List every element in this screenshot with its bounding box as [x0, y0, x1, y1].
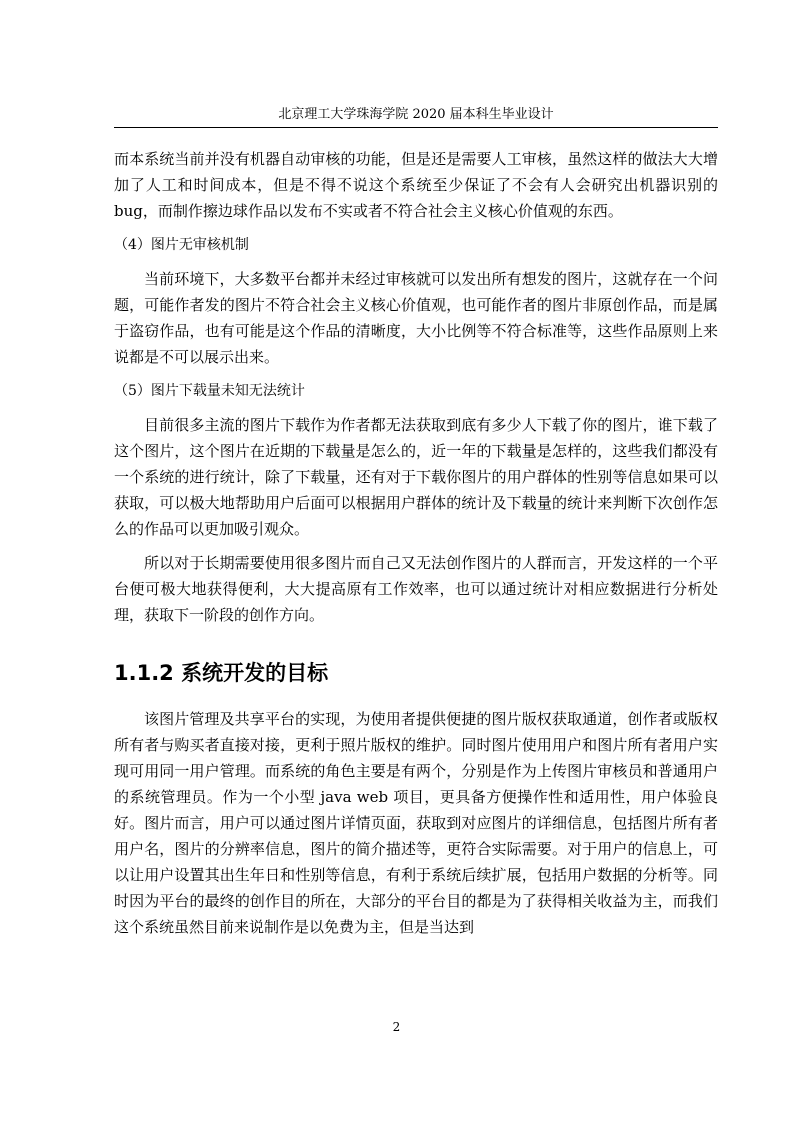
header-rule — [114, 127, 718, 128]
paragraph-no-review: 当前环境下，大多数平台都并未经过审核就可以发出所有想发的图片，这就存在一个问题，可能作者发的图片不符合社会主义核心价值观，也可能作者的图片非原创作品，而是属于盗窃作品，也有可能是这个作品的清晰度，大小比例等不符合标准等，这些作品原则上来说都是不可以展示出来。 — [114, 270, 718, 366]
paragraph-continuation: 而本系统当前并没有机器自动审核的功能，但是还是需要人工审核，虽然这样的做法大大增加了人工和时间成本，但是不得不说这个系统至少保证了不会有人会研究出机器识别的 bug，而制作擦边球作品以发布不实或者不符合社会主义核心价值观的东西。 — [114, 150, 718, 220]
section-heading: 1.1.2 系统开发的目标 — [114, 661, 329, 685]
paragraph-summary: 所以对于长期需要使用很多图片而自己又无法创作图片的人群而言，开发这样的一个平台便可极大地获得便利，大大提高原有工作效率，也可以通过统计对相应数据进行分析处理，获取下一阶段的创作方向。 — [114, 554, 718, 624]
subheading-no-review: （4）图片无审核机制 — [114, 237, 249, 253]
page-number: 2 — [392, 1020, 401, 1034]
paragraph-download-stats: 目前很多主流的图片下载作为作者都无法获取到底有多少人下载了你的图片，谁下载了这个图片，这个图片在近期的下载量是怎么的，近一年的下载量是怎样的，这些我们都没有一个系统的进行统计，除了下载量，还有对于下载你图片的用户群体的性别等信息如果可以获取，可以极大地帮助用户后面可以根据用户群体的统计及下载量的统计来判断下次创作怎么的作品可以更加吸引观众。 — [114, 416, 718, 538]
subheading-download-stats: （5）图片下载量未知无法统计 — [114, 383, 305, 399]
paragraph-goals: 该图片管理及共享平台的实现，为使用者提供便捷的图片版权获取通道，创作者或版权所有者与购买者直接对接，更利于照片版权的维护。同时图片使用用户和图片所有者用户实现可用同一用户管理。而系统的角色主要是有两个，分别是作为上传图片审核员和普通用户的系统管理员。作为一个小型 java web 项目，更具备方便操作性和适用性，用户体验良好。图片而言，用户可以通过图片详情页面，获取到对应图片的详细信息，包括图片所有者用户名，图片的分辨率信息，图片的简介描述等，更符合实际需要。对于用户的信息上，可以让用户设置其出生年日和性别等信息，有利于系统后续扩展，包括用户数据的分析等。同时因为平台的最终的创作目的所在，大部分的平台目的都是为了获得相关收益为主，而我们这个系统虽然目前来说制作是以免费为主，但是当达到 — [114, 710, 718, 936]
running-header: 北京理工大学珠海学院 2020 届本科生毕业设计 — [278, 107, 554, 122]
page-body — [114, 146, 718, 940]
